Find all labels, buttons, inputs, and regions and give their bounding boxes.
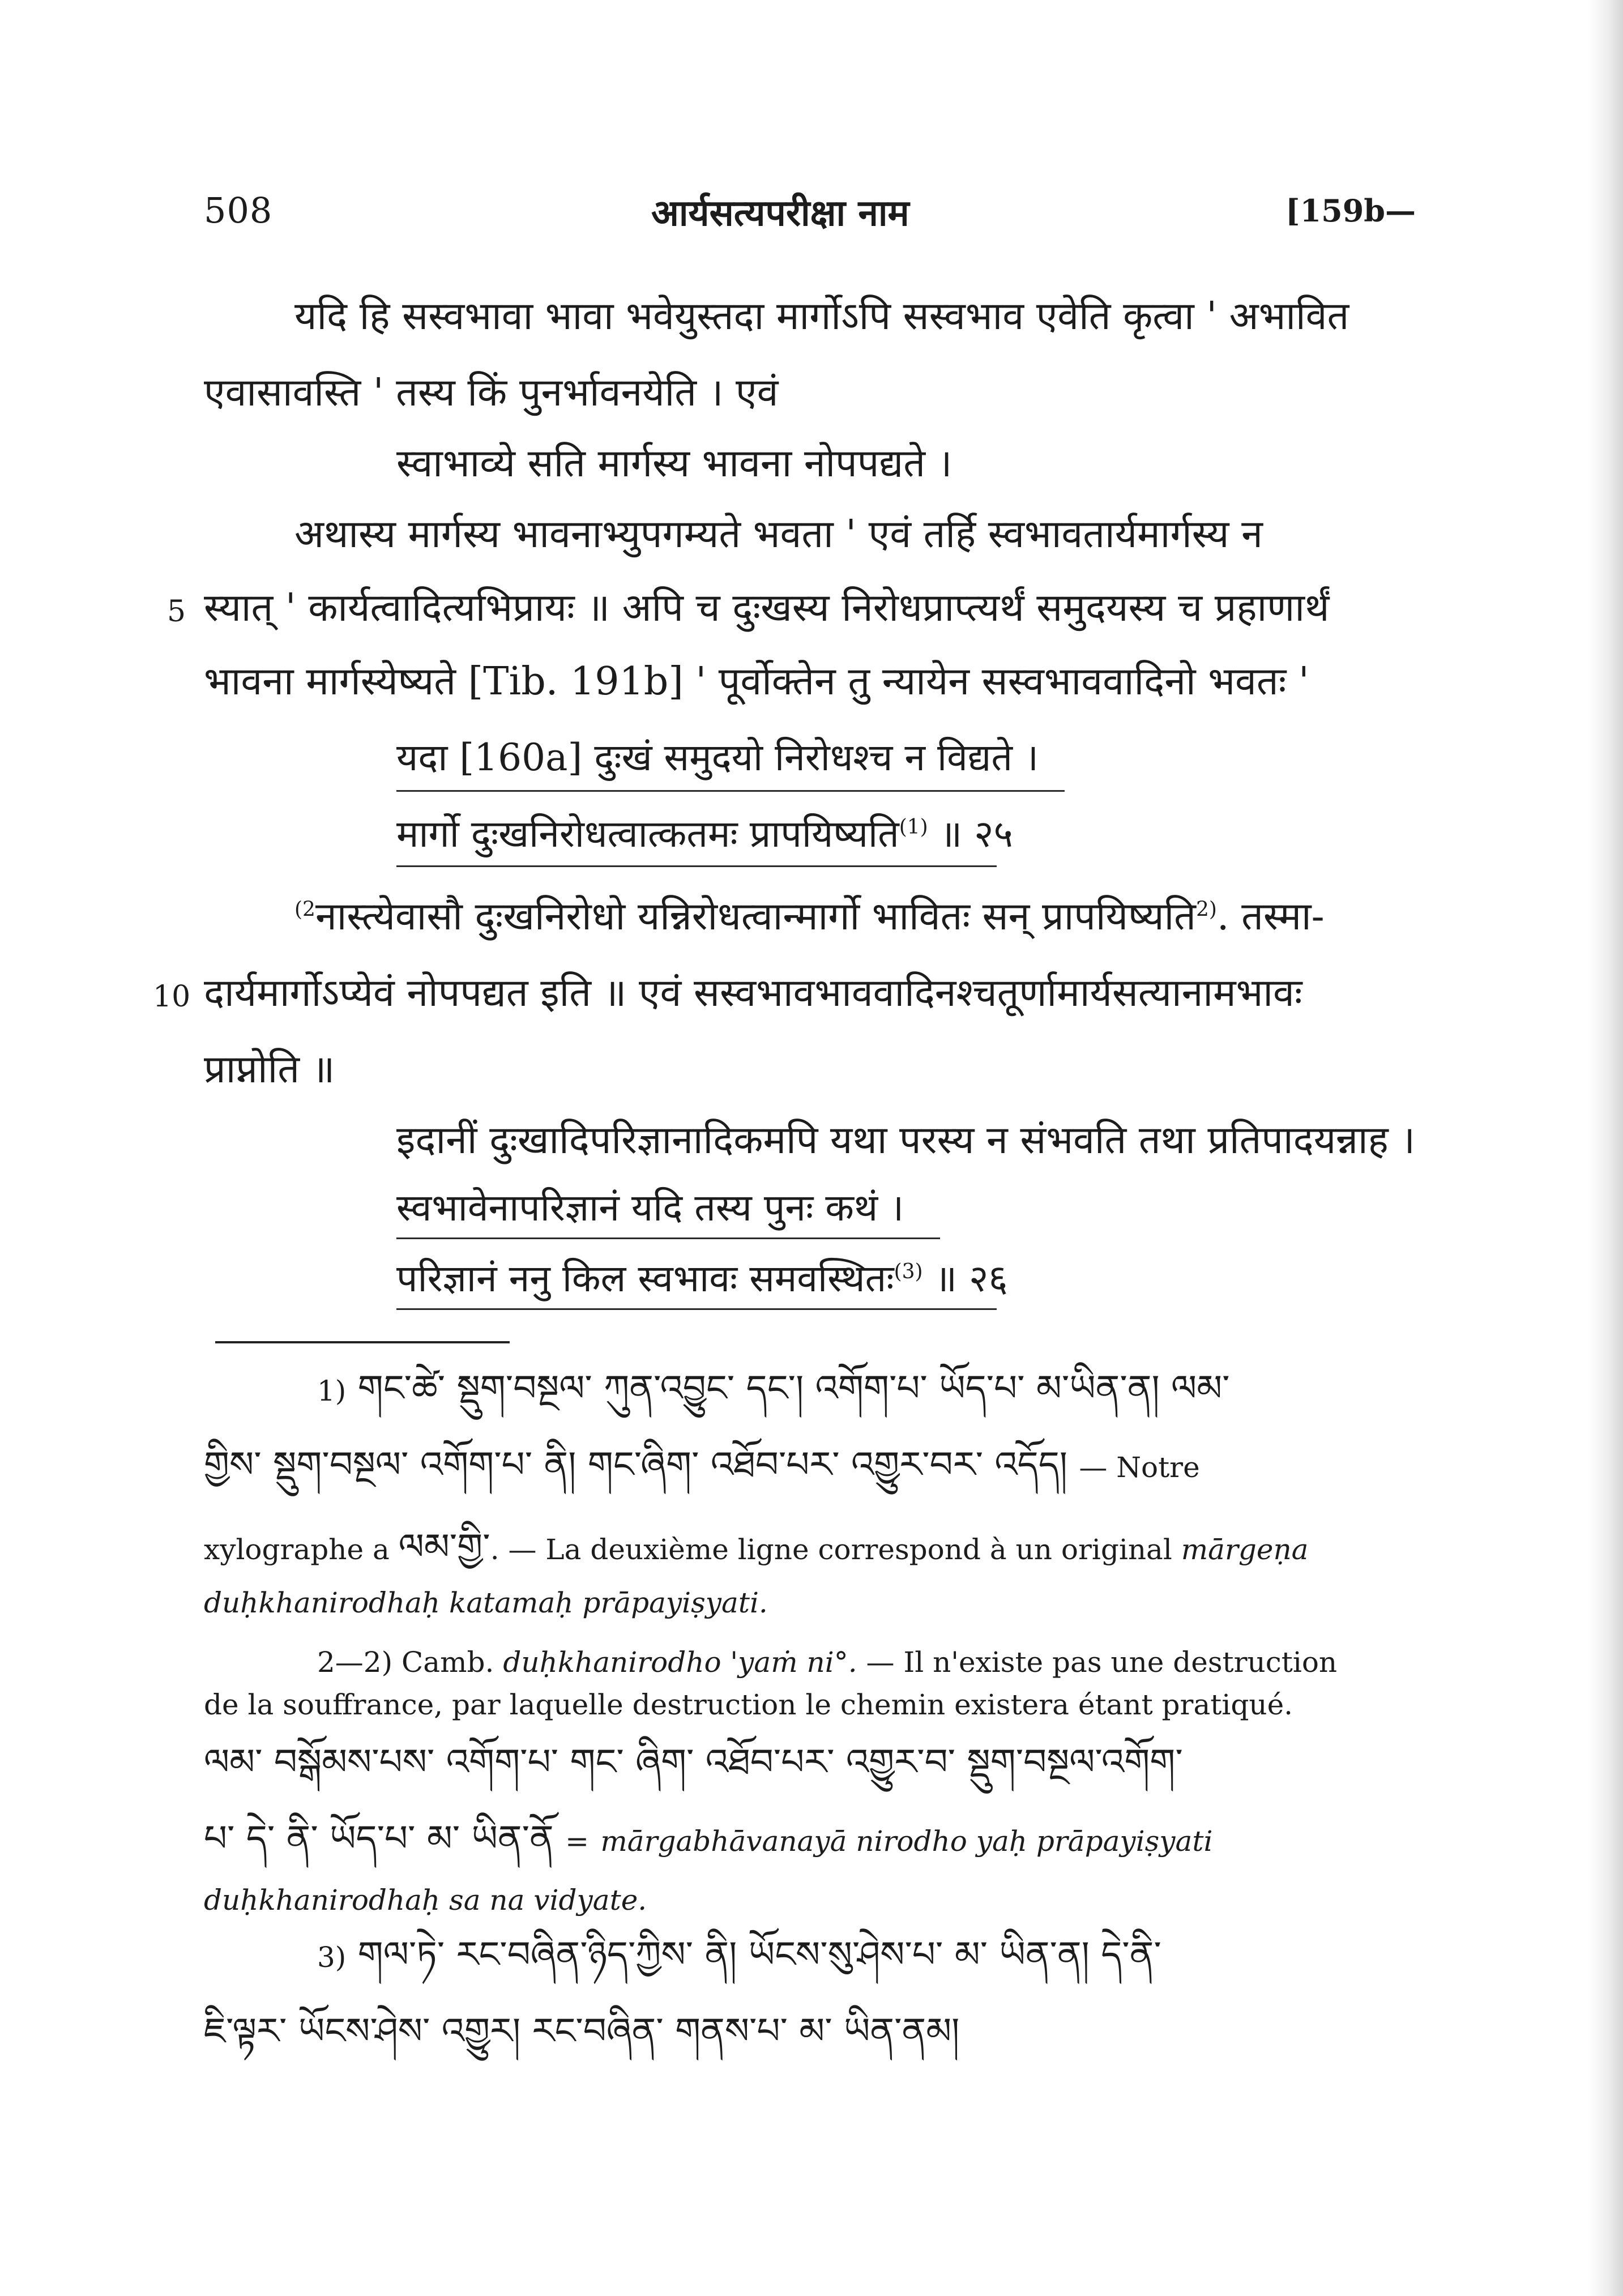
verse-number: ॥ २६: [934, 1257, 1008, 1300]
footnote-2-line-2: de la souffrance, par laquelle destruction le chemin existera étant pratiqué.: [204, 1688, 1293, 1721]
verse-26-line-1: स्वभावेनापरिज्ञानं यदि तस्य पुनः कथं ।: [396, 1186, 904, 1230]
tibetan-text: ཇི་ལྟར་ ཡོངས་ཤེས་ འགྱུར། རང་བཞིན་ གནས་པ་ མ་ ཡིན་ནམ།: [204, 2011, 960, 2052]
body-line: दार्यमार्गोऽप्येवं नोपपद्यत इति ॥ एवं सस्वभावभाववादिनश्चतूर्णामार्यसत्यानामभावः: [204, 971, 1302, 1015]
tibetan-text: ལམ་ བསྒོམས་པས་ འགོག་པ་ གང་ ཞིག་ འཐོབ་པར་ འགྱུར་བ་ སྡུག་བསྔལ་འགོག་: [204, 1742, 1183, 1783]
scan-edge: [1589, 0, 1623, 2296]
tibetan-text: གྱིས་ སྡུག་བསྔལ་ འགོག་པ་ ནི། གང་ཞིག་ འཐོབ་པར་ འགྱུར་བར་ འདོད།: [204, 1444, 1067, 1486]
footnote-mark: 2): [1195, 898, 1217, 921]
body-line: भावना मार्गस्येष्यते [Tib. 191b] ' पूर्वोक्तेन तु न्यायेन सस्वभाववादिनो भवतः ': [204, 659, 1309, 704]
transliteration: mārgeṇa: [1181, 1533, 1309, 1566]
footnote-mark: (3): [894, 1260, 923, 1283]
equals-sign: =: [565, 1825, 589, 1858]
verse-number: ॥ २५: [939, 812, 1013, 856]
body-text: . तस्मा-: [1216, 894, 1325, 939]
tibetan-text: གང་ཚེ་ སྡུག་བསྔལ་ ཀུན་འབྱུང་ དང་། འགོག་པ་ ཡོད་པ་ མ་ཡིན་ན། ལམ་: [357, 1368, 1230, 1410]
footnote-3-line-1: [317, 1934, 1161, 1976]
body-line: यदि हि सस्वभावा भावा भवेयुस्तदा मार्गोऽपि सस्वभाव एवेति कृत्वा ' अभावित: [294, 294, 1349, 339]
verse-underline: [396, 1308, 997, 1310]
transliteration: duḥkhanirodhaḥ katamaḥ prāpayiṣyati.: [204, 1586, 768, 1619]
tibetan-text: གལ་ཏེ་ རང་བཞིན་ཉིད་ཀྱིས་ ནི། ཡོངས་སུ་ཤེས་པ་ མ་ ཡིན་ན། དེ་ནི་: [357, 1934, 1161, 1976]
verse-text: मार्गो दुःखनिरोधत्वात्कतमः प्रापयिष्यति: [396, 812, 899, 856]
verse-25-line-1: यदा [160a] दुःखं समुदयो निरोधश्च न विद्यते ।: [396, 736, 1039, 779]
footnote-2-line-1: [317, 1646, 1338, 1679]
footnote-mark: (1): [899, 816, 928, 839]
footnote-1-line-1: [317, 1368, 1230, 1410]
body-line: [294, 894, 1325, 939]
footnote-rule: [215, 1341, 510, 1343]
transliteration: mārgabhāvanayā nirodho yaḥ prāpayiṣyati: [600, 1825, 1213, 1858]
transliteration: duḥkhanirodhaḥ sa na vidyate.: [204, 1884, 647, 1917]
verse-text: परिज्ञानं ननु किल स्वभावः समवस्थितः: [396, 1257, 894, 1300]
verse-26-line-2: [396, 1257, 1008, 1300]
footnote-number: 1): [317, 1375, 347, 1407]
footnote-number: 3): [317, 1941, 347, 1974]
tibetan-text: ལམ་གྱི་: [398, 1526, 490, 1568]
running-title: आर्यसत्यपरीक्षा नाम: [651, 192, 909, 234]
footnote-text: — Il n'existe pas une destruction: [866, 1646, 1338, 1679]
line-number: 5: [167, 595, 186, 629]
footnote-text: 2—2) Camb.: [317, 1646, 494, 1679]
footnote-mark: (2: [294, 898, 315, 921]
verse-25-line-2: [396, 812, 1013, 856]
verse-underline: [396, 865, 997, 867]
body-line: एवासावस्ति ' तस्य किं पुनर्भावनयेति । एवं: [204, 370, 779, 415]
footnote-text: . — La deuxième ligne correspond à un original: [490, 1533, 1172, 1566]
footnote-2-line-4: [204, 1818, 1213, 1860]
line-number: 10: [153, 980, 191, 1014]
verse-underline: [396, 1237, 940, 1239]
body-line: स्यात् ' कार्यत्वादित्यभिप्रायः ॥ अपि च दुःखस्य निरोधप्राप्त्यर्थं समुदयस्य च प्रहाणार्थं: [204, 586, 1330, 630]
transliteration: duḥkhanirodho 'yaṁ ni°.: [503, 1646, 857, 1679]
body-line: प्राप्नोति ॥: [204, 1047, 335, 1092]
folio-reference: [159b—: [1285, 193, 1416, 229]
footnote-1-line-3: [204, 1526, 1309, 1568]
footnote-1-line-2: [204, 1444, 1200, 1486]
verse-underline: [396, 790, 1065, 792]
body-line: स्वाभाव्ये सति मार्गस्य भावना नोपपद्यते ।: [396, 441, 953, 486]
page-number: 508: [204, 190, 273, 231]
body-line: अथास्य मार्गस्य भावनाभ्युपगम्यते भवता ' एवं तर्हि स्वभावतार्यमार्गस्य न: [294, 512, 1263, 557]
footnote-text: xylographe a: [204, 1533, 390, 1566]
body-text: नास्त्येवासौ दुःखनिरोधो यन्निरोधत्वान्मार्गो भावितः सन् प्रापयिष्यति: [315, 894, 1196, 939]
tibetan-text: པ་ དེ་ ནི་ ཡོད་པ་ མ་ ཡིན་ནོ: [204, 1818, 554, 1860]
footnote-text: — Notre: [1079, 1451, 1200, 1484]
body-line: इदानीं दुःखादिपरिज्ञानादिकमपि यथा परस्य न संभवति तथा प्रतिपादयन्नाह ।: [396, 1118, 1416, 1163]
